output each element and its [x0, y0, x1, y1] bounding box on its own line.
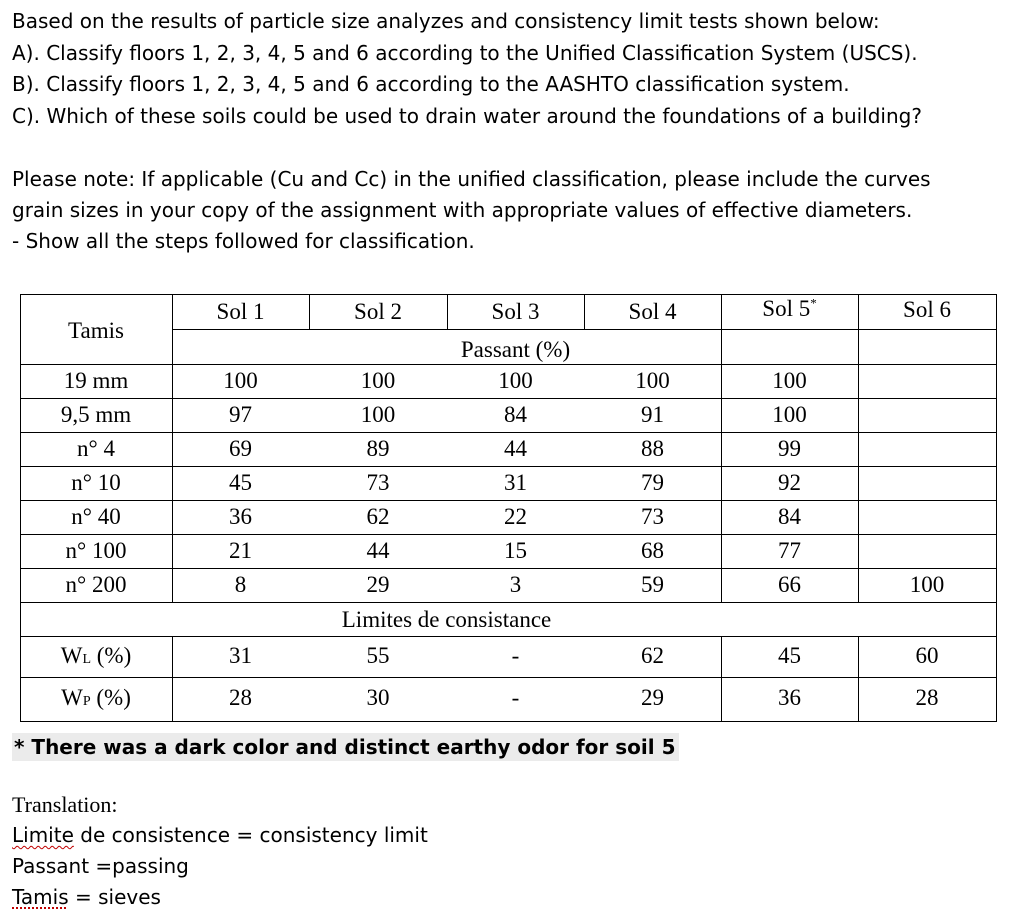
intro-line-a: A). Classify floors 1, 2, 3, 4, 5 and 6 according to the Unified Classification System (USCS).	[12, 40, 918, 65]
table-cell: 3	[509, 572, 522, 597]
translation-line-limite: Limite de consistence = consistency limit	[12, 823, 428, 847]
spellcheck-word-limite: Limite	[12, 823, 74, 847]
table-cell: 28	[229, 685, 252, 710]
intro-line-1: Based on the results of particle size analyzes and consistency limit tests shown below:	[12, 9, 880, 33]
wl-label: WL (%)	[60, 643, 132, 668]
header-sol-1: Sol 1	[216, 299, 265, 324]
table-cell: 45	[229, 470, 252, 495]
table-cell: 100	[498, 368, 533, 393]
table-cell: 99	[778, 436, 801, 461]
header-sol-5-cell	[721, 296, 858, 322]
sieve-label: n° 200	[65, 572, 127, 597]
table-cell: 59	[641, 572, 664, 597]
note-line-1: Please note: If applicable (Cu and Cc) in the unified classification, please include the curves	[12, 167, 931, 191]
table-cell: 79	[641, 470, 664, 495]
limits-header: Limites de consistance	[341, 607, 552, 632]
sieve-label: n° 40	[71, 504, 121, 529]
translation-line-tamis: Tamis = sieves	[12, 885, 161, 909]
table-cell: -	[511, 685, 520, 710]
note-line-2: grain sizes in your copy of the assignment with appropriate values of effective diameters.	[12, 198, 913, 222]
sol-5-asterisk: *	[810, 295, 817, 311]
intro-line-b: B). Classify floors 1, 2, 3, 4, 5 and 6 according to the AASHTO classification system.	[12, 72, 850, 96]
table-cell: 55	[366, 643, 390, 668]
header-sol-2: Sol 2	[354, 299, 402, 324]
sieve-label: n° 10	[71, 470, 121, 495]
spellcheck-word-tamis: Tamis	[12, 885, 69, 909]
note-line-3: - Show all the steps followed for classification.	[12, 229, 475, 253]
table-cell: 73	[366, 470, 390, 495]
sieve-label: n° 100	[65, 538, 127, 563]
sieve-label: 9,5 mm	[60, 402, 132, 427]
table-cell: 100	[909, 572, 945, 597]
table-cell: 44	[504, 436, 527, 461]
header-sol-4: Sol 4	[628, 299, 677, 324]
table-cell: -	[511, 643, 520, 668]
passing-header: Passant (%)	[460, 337, 571, 362]
table-cell: 84	[778, 504, 801, 529]
table-cell: 97	[229, 402, 252, 427]
header-sol-3: Sol 3	[491, 299, 540, 324]
table-cell: 36	[778, 685, 801, 710]
table-cell: 100	[360, 402, 396, 427]
table-cell: 100	[223, 368, 258, 393]
table-cell: 73	[641, 504, 664, 529]
table-cell: 29	[641, 685, 664, 710]
table-cell: 22	[504, 504, 527, 529]
table-cell: 100	[360, 368, 396, 393]
table-cell: 31	[229, 643, 252, 668]
table-cell: 69	[229, 436, 252, 461]
table-cell: 77	[778, 538, 801, 563]
table-cell: 15	[504, 538, 527, 563]
table-cell: 21	[229, 538, 252, 563]
translation-title: Translation:	[12, 792, 118, 817]
table-cell: 8	[234, 572, 247, 597]
header-sol-5: Sol 5	[762, 296, 811, 321]
table-cell: 62	[641, 643, 664, 668]
corner-header-tamis: Tamis	[68, 318, 124, 343]
table-cell: 100	[635, 368, 670, 393]
table-cell: 28	[915, 685, 939, 710]
intro-line-c: C). Which of these soils could be used to drain water around the foundations of a building?	[12, 103, 922, 128]
table-cell: 66	[778, 572, 801, 597]
table-cell: 45	[778, 643, 801, 668]
table-cell: 100	[772, 402, 807, 427]
table-cell: 29	[366, 572, 390, 597]
sieve-label: n° 4	[77, 436, 115, 461]
table-cell: 84	[504, 402, 527, 427]
table-cell: 30	[366, 685, 390, 710]
soil-5-footnote: * There was a dark color and distinct earthy odor for soil 5	[12, 733, 679, 761]
table-cell: 31	[504, 470, 527, 495]
table-cell: 91	[641, 402, 664, 427]
table-cell: 89	[366, 436, 390, 461]
table-cell: 88	[641, 436, 664, 461]
table-cell: 100	[772, 368, 807, 393]
sieve-label: 19 mm	[63, 368, 129, 393]
table-cell: 36	[229, 504, 252, 529]
table-cell: 44	[366, 538, 390, 563]
table-cell: 92	[778, 470, 801, 495]
table-cell: 60	[915, 643, 939, 668]
table-cell: 68	[641, 538, 664, 563]
wp-label: WP (%)	[61, 685, 131, 710]
translation-line-passant: Passant =passing	[12, 854, 189, 878]
header-sol-6: Sol 6	[903, 297, 951, 322]
table-cell: 62	[366, 504, 390, 529]
